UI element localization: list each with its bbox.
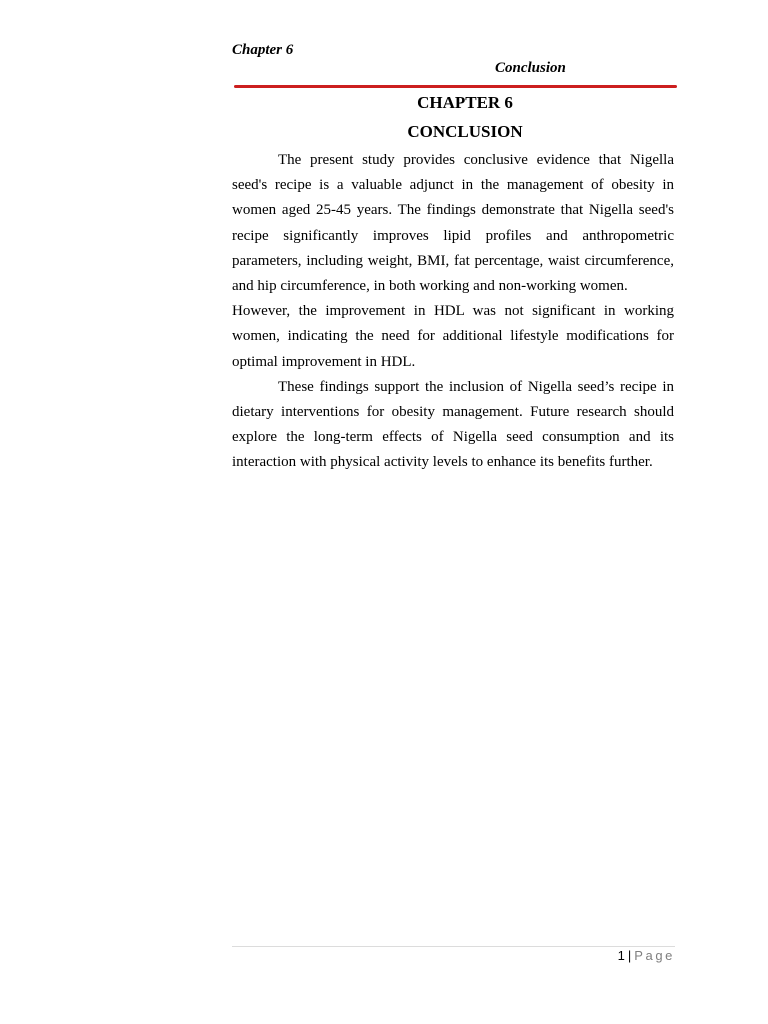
footer-divider — [232, 946, 675, 947]
paragraph-recommendations: These findings support the inclusion of Nigella seed’s recipe in dietary interventions for obesity management. Future research should explore the long-term effects of Nigella seed consumption and its interaction with physical activity levels to enhance its benefits further. — [232, 378, 674, 471]
page-number: 1 — [617, 948, 625, 963]
chapter-number-heading: CHAPTER 6 — [417, 93, 513, 112]
running-header-section: Conclusion — [495, 60, 566, 76]
page-label: Page — [634, 948, 675, 963]
footer-separator: | — [627, 948, 632, 963]
header-divider — [234, 85, 677, 88]
paragraph-findings: The present study provides conclusive evidence that Nigella seed's recipe is a valuable adjunct in the management of obesity in women aged 25-45 years. The findings demonstrate that Nigella seed's recipe significantly improves lipid profiles and anthropometric parameters, including weight, BMI, fat percentage, waist circumference, and hip circumference, in both working and non-working women. — [232, 152, 674, 295]
body-text — [232, 148, 674, 476]
paragraph-hdl: However, the improvement in HDL was not significant in working women, indicating the need for additional lifestyle modifications for optimal improvement in HDL. — [232, 303, 674, 370]
running-header-chapter: Chapter 6 — [232, 42, 294, 58]
chapter-title-heading: CONCLUSION — [407, 122, 523, 141]
page-footer — [618, 947, 675, 965]
